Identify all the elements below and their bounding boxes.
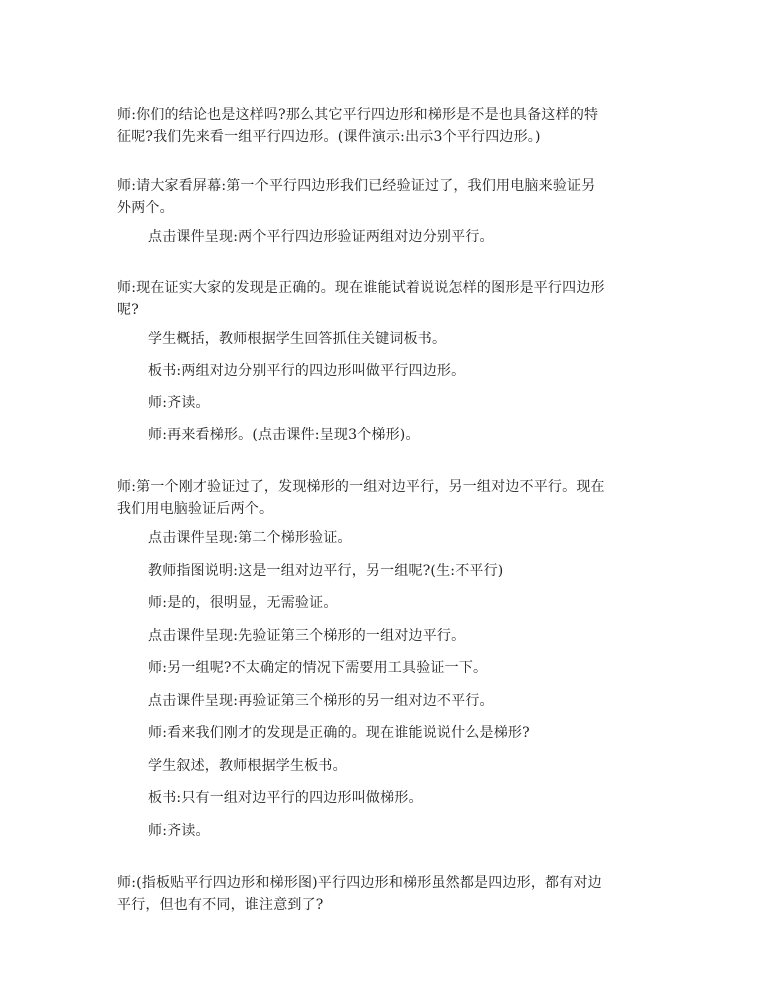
paragraph-line: 点击课件呈现:先验证第三个梯形的一组对边平行。 — [148, 628, 466, 644]
paragraph-line: 点击课件呈现:第二个梯形验证。 — [148, 530, 352, 546]
paragraph-line: 点击课件呈现:再验证第三个梯形的另一组对边不平行。 — [148, 693, 494, 709]
paragraph-line: 师:齐读。 — [148, 823, 210, 839]
paragraph-line: 师:你们的结论也是这样吗?那么其它平行四边形和梯形是不是也具备这样的特 — [117, 107, 599, 123]
paragraph-line: 师:(指板贴平行四边形和梯形图)平行四边形和梯形虽然都是四边形，都有对边 — [117, 875, 602, 891]
paragraph-line: 板书:两组对边分别平行的四边形叫做平行四边形。 — [148, 363, 466, 379]
paragraph-line: 教师指图说明:这是一组对边平行，另一组呢?(生:不平行) — [148, 563, 504, 579]
paragraph-line: 板书:只有一组对边平行的四边形叫做梯形。 — [148, 790, 423, 806]
paragraph-line: 学生概括，教师根据学生回答抓住关键词板书。 — [148, 331, 447, 347]
paragraph-line: 师:是的，很明显，无需验证。 — [148, 595, 338, 611]
paragraph-line: 点击课件呈现:两个平行四边形验证两组对边分别平行。 — [148, 229, 494, 245]
paragraph-line: 师:齐读。 — [148, 395, 210, 411]
paragraph-line: 师:看来我们刚才的发现是正确的。现在谁能说说什么是梯形? — [148, 725, 530, 741]
paragraph-line: 师:第一个刚才验证过了，发现梯形的一组对边平行，另一组对边不平行。现在 — [117, 479, 605, 495]
paragraph-line: 征呢?我们先来看一组平行四边形。(课件演示:出示3个平行四边形。) — [117, 129, 541, 145]
paragraph-line: 平行，但也有不同，谁注意到了? — [117, 897, 324, 913]
paragraph-line: 师:再来看梯形。(点击课件:呈现3个梯形)。 — [148, 427, 420, 443]
paragraph-line: 外两个。 — [117, 200, 174, 216]
paragraph-line: 师:另一组呢?不太确定的情况下需要用工具验证一下。 — [148, 660, 488, 676]
paragraph-line: 我们用电脑验证后两个。 — [117, 501, 274, 517]
paragraph-line: 师:请大家看屏幕:第一个平行四边形我们已经验证过了，我们用电脑来验证另 — [117, 178, 596, 194]
paragraph-line: 学生叙述，教师根据学生板书。 — [148, 758, 347, 774]
paragraph-line: 呢? — [117, 302, 139, 318]
paragraph-line: 师:现在证实大家的发现是正确的。现在谁能试着说说怎样的图形是平行四边形 — [117, 280, 605, 296]
